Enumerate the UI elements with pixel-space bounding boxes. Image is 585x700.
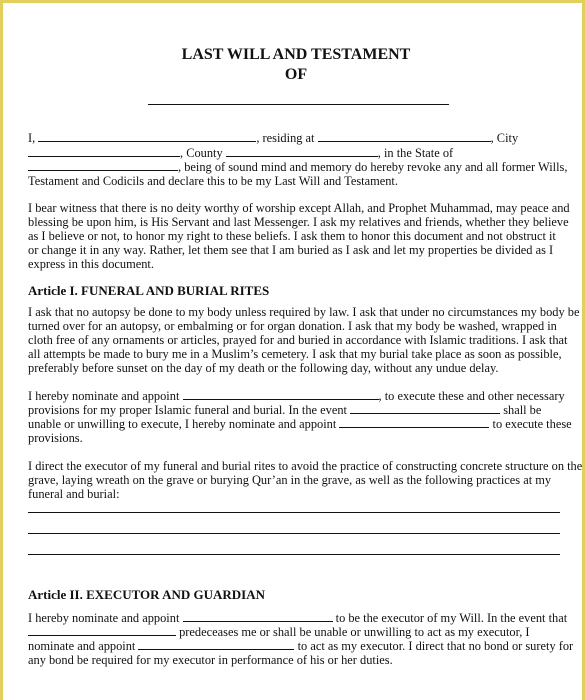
direct-line: I direct the executor of my funeral and burial rites to avoid the practice of constructing concrete structure on the: [28, 459, 583, 473]
funeral-nominate-line-4: provisions.: [28, 431, 83, 445]
executor-line-3: nominate and appoint to act as my executor. I direct that no bond or surety for: [28, 639, 574, 653]
document-title: LAST WILL AND TESTAMENT: [181, 46, 411, 63]
testator-name-field[interactable]: [148, 104, 449, 105]
executor-line-4: any bond be required for my executor in performance of his or her duties.: [28, 653, 393, 667]
city-field[interactable]: [28, 146, 180, 157]
witness-line: I bear witness that there is no deity worthy of worship except Allah, and Prophet Muhammad, may peace and: [28, 201, 570, 215]
intro-line-4: Testament and Codicils and declare this to be my Last Will and Testament.: [28, 174, 398, 188]
witness-line: express in this document.: [28, 257, 154, 271]
funeral-executor-name-field[interactable]: [350, 403, 500, 414]
funeral-nominate-line-2: provisions for my proper Islamic funeral and burial. In the event shall be: [28, 403, 542, 417]
practices-line[interactable]: [28, 512, 560, 513]
executor-line-1: I hereby nominate and appoint to be the executor of my Will. In the event that: [28, 611, 568, 625]
intro-line-3: , being of sound mind and memory do hereby revoke any and all former Wills,: [28, 160, 564, 174]
state-field[interactable]: [28, 160, 178, 171]
witness-line: blessing be upon him, is His Servant and last Messenger. I ask my relatives and friends, whether they believe: [28, 215, 569, 229]
intro-line-2: , County , in the State of: [28, 146, 564, 160]
direct-line: funeral and burial:: [28, 487, 120, 501]
article-1-heading: Article I. FUNERAL AND BURIAL RITES: [28, 283, 270, 298]
alternate-funeral-executor-field[interactable]: [339, 417, 489, 428]
witness-line: or change it in any way. Rather, let them see that I am buried as I ask and let my properties be divided as I: [28, 243, 554, 257]
witness-line: as I believe or not, to honor my right to these beliefs. I ask them to honor this document and not obstruct it: [28, 229, 556, 243]
practices-line[interactable]: [28, 533, 560, 534]
article-1-line: turned over for an autopsy, or embalming or for organ donation. I ask that my body be washed, wrapped in: [28, 319, 557, 333]
executor-field[interactable]: [183, 611, 333, 622]
article-2-heading: Article II. EXECUTOR AND GUARDIAN: [28, 587, 266, 602]
intro-line-1: I, , residing at , City: [28, 131, 519, 145]
funeral-nominate-line-1: I hereby nominate and appoint , to execute these and other necessary: [28, 389, 565, 403]
funeral-executor-field[interactable]: [183, 389, 379, 400]
article-1-line: preferably before sunset on the day of my death or the following day, without any undue delay.: [28, 361, 499, 375]
name-field[interactable]: [38, 131, 256, 142]
article-1-line: I ask that no autopsy be done to my body unless required by law. I ask that under no circumstances my body be: [28, 305, 580, 319]
executor-line-2: predeceases me or shall be unable or unwilling to act as my executor, I: [28, 625, 564, 639]
funeral-nominate-line-3: unable or unwilling to execute, I hereby nominate and appoint to execute these: [28, 417, 572, 431]
executor-name-field[interactable]: [28, 625, 176, 636]
article-1-line: all attempts be made to bury me in a Muslim’s cemetery. I ask that my burial take place as soon as possible,: [28, 347, 562, 361]
alternate-executor-field[interactable]: [138, 639, 294, 650]
direct-line: grave, laying wreath on the grave or burying Qur’an in the grave, as well as the following practices at my: [28, 473, 552, 487]
practices-line[interactable]: [28, 554, 560, 555]
document-title-of: OF: [284, 66, 308, 83]
county-field[interactable]: [226, 146, 378, 157]
address-field[interactable]: [318, 131, 491, 142]
article-1-line: cloth free of any ornaments or articles, prayed for and buried in accordance with Islamic traditions. I ask that: [28, 333, 568, 347]
